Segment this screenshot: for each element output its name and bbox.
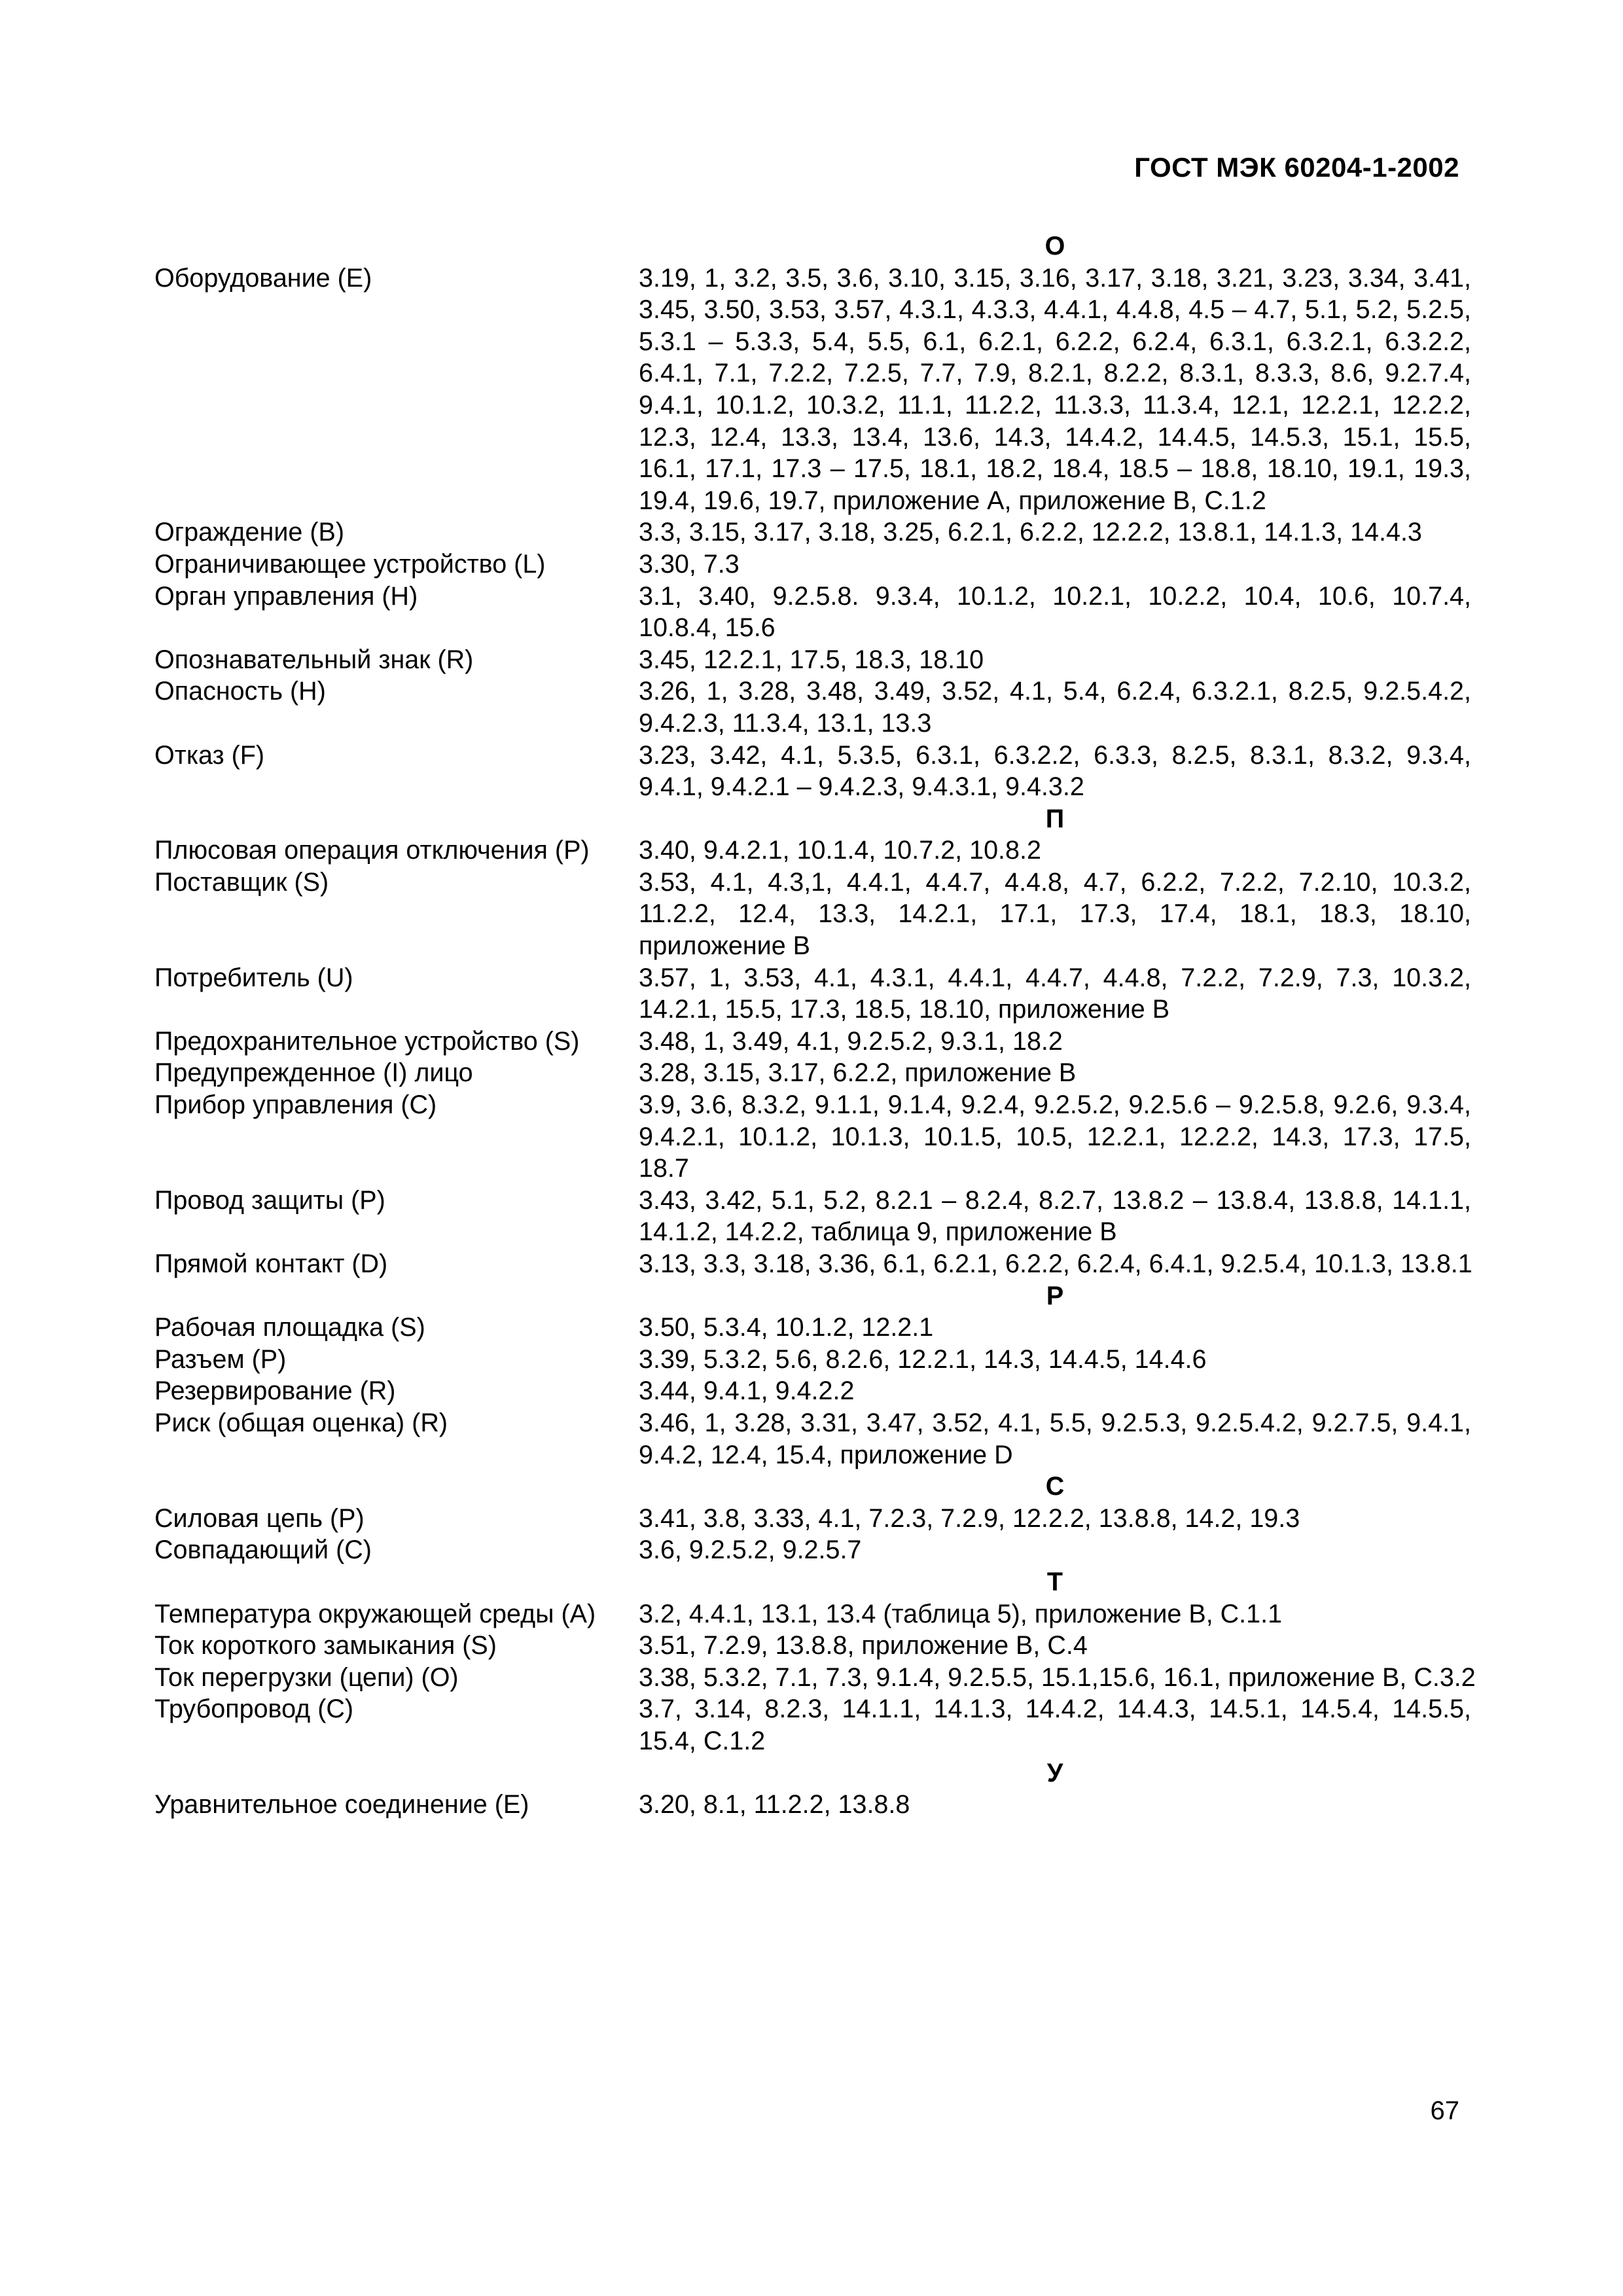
index-entry-references: 3.20, 8.1, 11.2.2, 13.8.8 bbox=[639, 1790, 910, 1820]
index-entry bbox=[154, 644, 1471, 676]
index-entry-references: 3.30, 7.3 bbox=[639, 549, 740, 579]
index-section-letter: О bbox=[1044, 232, 1065, 260]
index-entry-term: Температура окружающей среды (A) bbox=[154, 1599, 596, 1628]
index-entry-references: 3.9, 3.6, 8.3.2, 9.1.1, 9.1.4, 9.2.4, 9.2.5.2, 9.2.5.6 – 9.2.5.8, 9.2.6, 9.3.4, 9.4.2.1, 10.1.2, 10.1.3, 10.1.5, 10.5, 12.2.1, 12.2.2, 14.3, 17.3, 17.5, 18.7 bbox=[639, 1090, 1471, 1183]
index-entry-references: 3.13, 3.3, 3.18, 3.36, 6.1, 6.2.1, 6.2.2, 6.2.4, 6.4.1, 9.2.5.4, 10.1.3, 13.8.1 bbox=[639, 1249, 1472, 1278]
index-entry bbox=[154, 1407, 1471, 1471]
index-entry-references: 3.51, 7.2.9, 13.8.8, приложение B, C.4 bbox=[639, 1631, 1088, 1660]
index-entry-references: 3.1, 3.40, 9.2.5.8. 9.3.4, 10.1.2, 10.2.1, 10.2.2, 10.4, 10.6, 10.7.4, 10.8.4, 15.6 bbox=[639, 581, 1471, 643]
index-entry-references: 3.48, 1, 3.49, 4.1, 9.2.5.2, 9.3.1, 18.2 bbox=[639, 1026, 1063, 1056]
index-entry-term: Предупрежденное (I) лицо bbox=[154, 1058, 473, 1088]
index-entry bbox=[154, 740, 1471, 803]
index-entry bbox=[154, 1789, 1471, 1821]
index-entry-references: 3.23, 3.42, 4.1, 5.3.5, 6.3.1, 6.3.2.2, 6.3.3, 8.2.5, 8.3.1, 8.3.2, 9.3.4, 9.4.1, 9.4.2.1 – 9.4.2.3, 9.4.3.1, 9.4.3.2 bbox=[639, 740, 1471, 802]
index-entry-references: 3.38, 5.3.2, 7.1, 7.3, 9.1.4, 9.2.5.5, 15.1,15.6, 16.1, приложение B, C.3.2 bbox=[639, 1662, 1476, 1692]
index-entry-term: Орган управления (H) bbox=[154, 581, 418, 611]
index-entry-term: Прямой контакт (D) bbox=[154, 1249, 388, 1278]
index-entry bbox=[154, 516, 1471, 548]
index-entry-term: Оборудование (E) bbox=[154, 263, 372, 293]
index-entry bbox=[154, 675, 1471, 739]
index-entry bbox=[154, 1630, 1471, 1662]
index-entry-references: 3.53, 4.1, 4.3,1, 4.4.1, 4.4.7, 4.4.8, 4.7, 6.2.2, 7.2.2, 7.2.10, 10.3.2, 11.2.2, 12.4, 13.3, 14.2.1, 17.1, 17.3, 17.4, 18.1, 18.3, 18.10, приложение B bbox=[639, 867, 1471, 961]
index-entry-term: Рабочая площадка (S) bbox=[154, 1313, 425, 1342]
index-entry-term: Плюсовая операция отключения (P) bbox=[154, 836, 590, 865]
index-entry-term: Силовая цепь (P) bbox=[154, 1503, 365, 1533]
index-entry-term: Трубопровод (C) bbox=[154, 1695, 354, 1724]
index-section-letter: С bbox=[1045, 1472, 1065, 1501]
index-entry-term: Потребитель (U) bbox=[154, 963, 353, 992]
index-entry-references: 3.41, 3.8, 3.33, 4.1, 7.2.3, 7.2.9, 12.2.2, 13.8.8, 14.2, 19.3 bbox=[639, 1503, 1300, 1533]
index-entry-references: 3.26, 1, 3.28, 3.48, 3.49, 3.52, 4.1, 5.4, 6.2.4, 6.3.2.1, 8.2.5, 9.2.5.4.2, 9.4.2.3, 11.3.4, 13.1, 13.3 bbox=[639, 677, 1471, 738]
index-entry-term: Ток короткого замыкания (S) bbox=[154, 1631, 497, 1660]
index-entry-references: 3.7, 3.14, 8.2.3, 14.1.1, 14.1.3, 14.4.2, 14.4.3, 14.5.1, 14.5.4, 14.5.5, 15.4, C.1.2 bbox=[639, 1695, 1471, 1755]
index-entry bbox=[154, 1375, 1471, 1407]
index-entry bbox=[154, 1026, 1471, 1058]
index-entry-references: 3.3, 3.15, 3.17, 3.18, 3.25, 6.2.1, 6.2.2, 12.2.2, 13.8.1, 14.1.3, 14.4.3 bbox=[639, 518, 1422, 547]
index-entry-term: Отказ (F) bbox=[154, 740, 265, 770]
page-number: 67 bbox=[1430, 2096, 1459, 2125]
index-entry-references: 3.28, 3.15, 3.17, 6.2.2, приложение B bbox=[639, 1058, 1077, 1088]
index-entry bbox=[154, 1534, 1471, 1566]
index-entry bbox=[154, 1662, 1476, 1694]
index-entry-term: Резервирование (R) bbox=[154, 1376, 396, 1406]
index-entry bbox=[154, 581, 1471, 644]
index-entry-term: Риск (общая оценка) (R) bbox=[154, 1408, 448, 1437]
index-entry bbox=[154, 1312, 1471, 1344]
index-entry bbox=[154, 262, 1471, 517]
index-entry-term: Поставщик (S) bbox=[154, 867, 329, 897]
index-entry bbox=[154, 1598, 1471, 1630]
index-section-letter: У bbox=[1046, 1758, 1063, 1787]
index-entry-term: Опознавательный знак (R) bbox=[154, 645, 474, 674]
index-section-letter: П bbox=[1045, 804, 1065, 833]
index-entry-references: 3.50, 5.3.4, 10.1.2, 12.2.1 bbox=[639, 1313, 934, 1342]
page-header-title: ГОСТ МЭК 60204-1-2002 bbox=[1134, 152, 1459, 183]
index-entry bbox=[154, 1185, 1471, 1248]
index-entry-term: Уравнительное соединение (E) bbox=[154, 1790, 529, 1820]
index-entry bbox=[154, 1693, 1471, 1757]
index-entry-term: Провод защиты (P) bbox=[154, 1185, 385, 1215]
index-entry-term: Совпадающий (C) bbox=[154, 1535, 372, 1565]
index-entry-term: Ограничивающее устройство (L) bbox=[154, 549, 546, 579]
index-entry-references: 3.57, 1, 3.53, 4.1, 4.3.1, 4.4.1, 4.4.7, 4.4.8, 7.2.2, 7.2.9, 7.3, 10.3.2, 14.2.1, 15.5, 17.3, 18.5, 18.10, приложение B bbox=[639, 963, 1471, 1024]
index-entry bbox=[154, 962, 1471, 1026]
index-entry bbox=[154, 548, 1471, 581]
index-entry-references: 3.44, 9.4.1, 9.4.2.2 bbox=[639, 1376, 855, 1406]
index-section-letter: Р bbox=[1046, 1281, 1064, 1310]
index-section-letter: Т bbox=[1046, 1567, 1063, 1596]
index-entry-references: 3.46, 1, 3.28, 3.31, 3.47, 3.52, 4.1, 5.5, 9.2.5.3, 9.2.5.4.2, 9.2.7.5, 9.4.1, 9.4.2, 12.4, 15.4, приложение D bbox=[639, 1408, 1471, 1469]
index-entry-term: Опасность (H) bbox=[154, 677, 326, 706]
index-entry-references: 3.43, 3.42, 5.1, 5.2, 8.2.1 – 8.2.4, 8.2.7, 13.8.2 – 13.8.4, 13.8.8, 14.1.1, 14.1.2, 14.2.2, таблица 9, приложение B bbox=[639, 1185, 1471, 1247]
index-entry bbox=[154, 1057, 1471, 1089]
index-entry-references: 3.2, 4.4.1, 13.1, 13.4 (таблица 5), приложение B, C.1.1 bbox=[639, 1599, 1283, 1628]
index-entry bbox=[154, 834, 1471, 867]
index-entry-term: Прибор управления (C) bbox=[154, 1090, 437, 1120]
index-entry-references: 3.40, 9.4.2.1, 10.1.4, 10.7.2, 10.8.2 bbox=[639, 836, 1041, 865]
index-entry-term: Разъем (P) bbox=[154, 1344, 287, 1374]
alphabetical-index bbox=[154, 230, 1476, 1821]
index-entry-term: Ограждение (B) bbox=[154, 518, 344, 547]
index-entry-references: 3.45, 12.2.1, 17.5, 18.3, 18.10 bbox=[639, 645, 984, 674]
index-entry bbox=[154, 867, 1471, 962]
index-entry-references: 3.39, 5.3.2, 5.6, 8.2.6, 12.2.1, 14.3, 14.4.5, 14.4.6 bbox=[639, 1344, 1207, 1374]
index-entry-references: 3.6, 9.2.5.2, 9.2.5.7 bbox=[639, 1535, 862, 1565]
index-entry-references: 3.19, 1, 3.2, 3.5, 3.6, 3.10, 3.15, 3.16, 3.17, 3.18, 3.21, 3.23, 3.34, 3.41, 3.45, 3.50, 3.53, 3.57, 4.3.1, 4.3.3, 4.4.1, 4.4.8, 4.5 – 4.7, 5.1, 5.2, 5.2.5, 5.3.1 – 5.3.3, 5.4, 5.5, 6.1, 6.2.1, 6.2.2, 6.2.4, 6.3.1, 6.3.2.1, 6.3.2.2, 6.4.1, 7.1, 7.2.2, 7.2.5, 7.7, 7.9, 8.2.1, 8.2.2, 8.3.1, 8.3.3, 8.6, 9.2.7.4, 9.4.1, 10.1.2, 10.3.2, 11.1, 11.2.2, 11.3.3, 11.3.4, 12.1, 12.2.1, 12.2.2, 12.3, 12.4, 13.3, 13.4, 13.6, 14.3, 14.4.2, 14.4.5, 14.5.3, 15.1, 15.5, 16.1, 17.1, 17.3 – 17.5, 18.1, 18.2, 18.4, 18.5 – 18.8, 18.10, 19.1, 19.3, 19.4, 19.6, 19.7, приложение A, приложение B, C.1.2 bbox=[639, 263, 1471, 515]
index-entry-term: Предохранительное устройство (S) bbox=[154, 1026, 580, 1056]
index-entry bbox=[154, 1344, 1471, 1376]
index-entry bbox=[154, 1503, 1471, 1535]
index-entry bbox=[154, 1248, 1471, 1280]
index-entry bbox=[154, 1089, 1471, 1185]
index-entry-term: Ток перегрузки (цепи) (O) bbox=[154, 1662, 459, 1692]
